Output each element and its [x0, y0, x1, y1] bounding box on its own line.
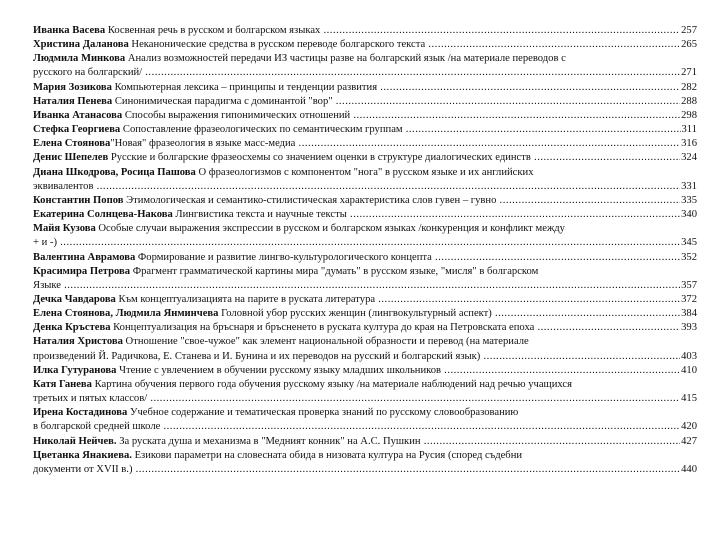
toc-title: Картина обучения первого года обучения русскому языку /на материале наблюдений над речью учащихся: [91, 378, 572, 390]
toc-page-number: 440: [681, 463, 697, 475]
toc-author: Красимира Петрова: [33, 265, 131, 277]
toc-entry-text: [33, 223, 565, 234]
toc-entry: [33, 166, 697, 194]
toc-author: Валентина Аврамова: [33, 251, 136, 263]
toc-entry-text: [33, 137, 680, 151]
toc-author: Цветанка Янакиева.: [33, 449, 132, 461]
toc-title: Способы выражения гипонимических отношений: [122, 109, 351, 121]
toc-author: Елена Стоянова, Людмила Янминчева: [33, 308, 219, 320]
toc-title: Анализ возможностей передачи ИЗ частицы разве на болгарский язык /на материале переводов с: [125, 53, 566, 65]
toc-entry-text: [33, 266, 538, 277]
toc-title: Учебное содержание и тематическая проверка знаний по русскому словообразованию: [127, 407, 519, 419]
toc-entry-text: [33, 379, 572, 390]
toc-title-continued: произведений Й. Радичкова, Е. Станева и И. Бунина и их переводов на русский и болгарский язык) .....: [33, 350, 680, 364]
toc-entry: [33, 24, 697, 38]
toc-author: Дечка Чавдарова: [33, 293, 116, 305]
toc-title: Лингвистика текста и научные тексты: [172, 209, 347, 221]
toc-author: Катя Ганева: [33, 378, 92, 390]
toc-entry: [33, 123, 697, 137]
toc-title: Неканонические средства в русском переводе болгарского текста: [128, 39, 426, 51]
toc-entry: [33, 449, 697, 477]
toc-title: "Новая" фразеология в языке масс-медиа: [110, 138, 296, 150]
toc-entry: [33, 137, 697, 151]
toc-author: Христина Даланова: [33, 39, 129, 51]
toc-title: Сопоставление фразеологических по семантическим группам: [120, 124, 403, 136]
toc-page-number: 352: [681, 251, 697, 263]
toc-page-number: 403: [681, 350, 697, 362]
toc-entry-text: [33, 194, 680, 208]
toc-entry-text: [33, 208, 680, 222]
toc-page-number: 288: [681, 95, 697, 107]
toc-entry-text: [33, 321, 680, 335]
toc-author: Николай Нейчев.: [33, 435, 117, 447]
toc-entry: [33, 307, 697, 321]
toc-page-number: 393: [681, 322, 697, 334]
toc-title: Концептуализация на бръснаря и бръсненето в руската култура до края на Петровската епоха: [110, 322, 535, 334]
toc-page-number: 357: [681, 279, 697, 291]
toc-entry: [33, 265, 697, 293]
toc-author: Ирена Костадинова: [33, 407, 128, 419]
toc-page-number: 384: [681, 308, 697, 320]
toc-page-number: 257: [681, 25, 697, 36]
toc-entry: [33, 335, 697, 363]
toc-entry: [33, 81, 697, 95]
toc-title: Синонимическая парадигма с доминантой "вор": [112, 95, 333, 107]
toc-author: Екатерина Солнцева-Накова: [33, 209, 173, 221]
toc-title: Отношение "свое-чужое" как элемент национальной образности и перевод (на материале: [122, 336, 529, 348]
toc-title-continued: документи от XVII в.) .....: [33, 463, 680, 477]
toc-title: Чтение с увлечением в обучении русскому языку младших школьников: [116, 364, 442, 376]
toc-title: Особые случаи выражения экспрессии в русском и болгарском языках /конкуренция и конфликт между: [95, 223, 565, 235]
toc-entry: [33, 321, 697, 335]
toc-entry-text: [33, 336, 529, 347]
toc-title: Головной убор русских женщин (лингвокультурный аспект): [218, 308, 492, 320]
toc-entry-text: [33, 151, 680, 165]
toc-author: Илка Гутуранова: [33, 364, 117, 376]
toc-title: Езикови параметри на словесната обида в низовата култура на Русия (според съдебни: [131, 449, 523, 461]
toc-page-number: 420: [681, 421, 697, 433]
toc-author: Людмила Минкова: [33, 53, 126, 65]
toc-page-number: 340: [681, 209, 697, 221]
toc-page-number: 331: [681, 180, 697, 192]
toc-entry: [33, 95, 697, 109]
toc-page-number: 265: [681, 39, 697, 51]
toc-page-number: 311: [681, 124, 697, 136]
toc-title: Към концептуализацията на парите в руската литература: [115, 293, 376, 305]
toc-author: Наталия Пенева: [33, 95, 113, 107]
toc-title: О фразеологизмов с компонентом "нога" в русском языке и их английских: [195, 166, 534, 178]
toc-entry-text: [33, 167, 534, 178]
toc-entry: [33, 109, 697, 123]
toc-entry: [33, 435, 697, 449]
toc-page-number: 335: [681, 194, 697, 206]
toc-title: Формирование и развитие лингво-культурологического концепта: [135, 251, 432, 263]
toc-entry: [33, 38, 697, 52]
toc-page-number: 298: [681, 109, 697, 121]
toc-entry-text: [33, 53, 566, 64]
toc-author: Диана Шкодрова, Росица Пашова: [33, 166, 196, 178]
toc-author: Наталия Христова: [33, 336, 123, 348]
toc-title: Косвенная речь в русском и болгарском языках: [105, 25, 321, 36]
toc-title-continued: третьих и пятых классов/ .....: [33, 392, 680, 406]
toc-page-number: 324: [681, 152, 697, 164]
toc-entry-text: [33, 435, 680, 449]
table-of-contents: [33, 24, 697, 477]
toc-author: Константин Попов: [33, 194, 124, 206]
toc-author: Елена Стоянова: [33, 138, 111, 150]
toc-author: Мария Зозикова: [33, 81, 112, 93]
toc-author: Денка Кръстева: [33, 322, 111, 334]
toc-entry: [33, 364, 697, 378]
toc-author: Майя Кузова: [33, 223, 96, 235]
toc-author: Стефка Георгиева: [33, 124, 121, 136]
toc-author: Иванка Васева: [33, 25, 106, 36]
toc-entry: [33, 251, 697, 265]
toc-page-number: 345: [681, 237, 697, 249]
toc-entry: [33, 222, 697, 250]
toc-title-continued: в болгарской средней школе .....: [33, 420, 680, 434]
toc-entry: [33, 151, 697, 165]
toc-page-number: 410: [681, 364, 697, 376]
toc-page-number: 372: [681, 293, 697, 305]
toc-entry: [33, 378, 697, 406]
toc-entry-text: [33, 123, 681, 137]
toc-entry-text: [33, 364, 680, 378]
toc-title-continued: русского на болгарский/ .....: [33, 66, 680, 80]
toc-entry-text: [33, 293, 680, 307]
toc-entry-text: [33, 38, 680, 52]
toc-author: Денис Шепелев: [33, 152, 109, 164]
toc-entry-text: [33, 407, 518, 418]
toc-page-number: 271: [681, 67, 697, 79]
toc-entry: [33, 194, 697, 208]
toc-entry-text: [33, 81, 680, 95]
toc-page-number: 415: [681, 393, 697, 405]
toc-entry-text: [33, 95, 680, 109]
toc-title: Компьютерная лексика – принципы и тенденции развития: [111, 81, 378, 93]
toc-title: Фрагмент грамматической картины мира "думать" в русском языке, "мисля" в болгарском: [130, 265, 539, 277]
toc-page-number: 427: [681, 435, 697, 447]
toc-page-number: 282: [681, 81, 697, 93]
toc-entry: [33, 52, 697, 80]
toc-entry-text: [33, 450, 522, 461]
toc-title-continued: Языке .....: [33, 279, 680, 293]
toc-entry: [33, 293, 697, 307]
toc-entry-text: [33, 251, 680, 265]
toc-entry-text: [33, 109, 680, 123]
toc-title-continued: эквивалентов .....: [33, 180, 680, 194]
toc-title-continued: + и -) .....: [33, 236, 680, 250]
toc-entry-text: [33, 307, 680, 321]
toc-title: За руската душа и механизма в "Медният конник" на А.С. Пушкин: [116, 435, 421, 447]
toc-entry: [33, 208, 697, 222]
toc-page-number: 316: [681, 138, 697, 150]
toc-entry: [33, 406, 697, 434]
toc-entry-text: [33, 24, 680, 38]
toc-author: Иванка Атанасова: [33, 109, 123, 121]
toc-title: Этимологическая и семантико-стилистическая характеристика слов гувен – гувно: [123, 194, 497, 206]
toc-title: Русские и болгарские фразеосхемы со значением оценки в структуре диалогических единств: [108, 152, 531, 164]
